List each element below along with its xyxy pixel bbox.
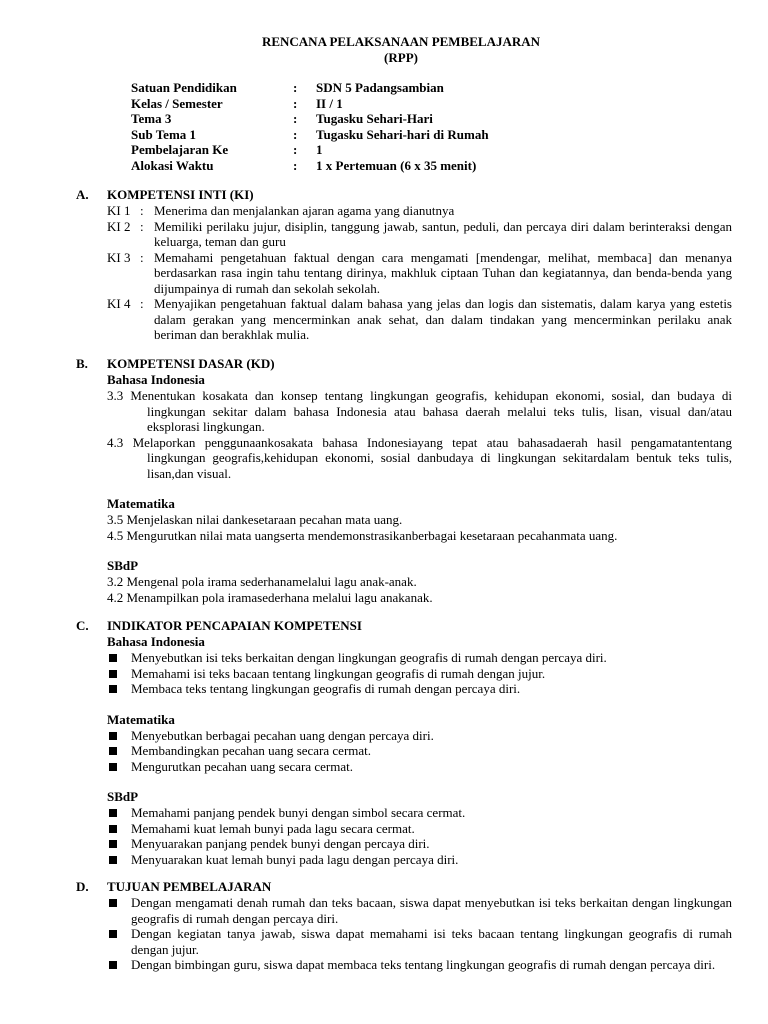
- square-bullet-icon: [107, 666, 131, 682]
- bullet-text: Dengan mengamati denah rumah dan teks bacaan, siswa dapat menyebutkan isi teks berkaitan dengan lingkungan geografis di rumah dengan percaya diri.: [131, 895, 732, 926]
- identity-value: 1: [316, 142, 323, 157]
- subject-heading-sbdp: SBdP: [107, 789, 139, 804]
- bullet-item: [107, 821, 732, 837]
- section-letter: D.: [76, 879, 89, 894]
- identity-colon: :: [293, 111, 298, 126]
- section-kompetensi-inti: [76, 187, 732, 343]
- identity-label: Alokasi Waktu: [131, 157, 214, 173]
- section-tujuan-pembelajaran: [76, 879, 732, 973]
- subject-heading-bahasa-indonesia: Bahasa Indonesia: [107, 372, 205, 387]
- bullet-item: [107, 728, 732, 744]
- title-line-1: RENCANA PELAKSANAAN PEMBELAJARAN: [261, 34, 541, 49]
- square-bullet-icon: [107, 852, 131, 868]
- subject-heading-bahasa-indonesia: Bahasa Indonesia: [107, 634, 205, 649]
- section-title: INDIKATOR PENCAPAIAN KOMPETENSI: [107, 618, 362, 633]
- section-indikator: [76, 618, 732, 867]
- ki-code: KI 2: [107, 218, 131, 234]
- ki-item: [107, 250, 732, 297]
- section-heading: [76, 187, 732, 203]
- bullet-item: [107, 805, 732, 821]
- identity-row-kelas-semester: [131, 96, 489, 112]
- bullet-item: [107, 957, 732, 973]
- ki-text: Menerima dan menjalankan ajaran agama yang dianutnya: [154, 203, 455, 218]
- identity-value: Tugasku Sehari-hari di Rumah: [316, 126, 489, 142]
- bullet-item: [107, 926, 732, 957]
- section-heading: [76, 879, 732, 895]
- identity-value: SDN 5 Padangsambian: [316, 80, 444, 95]
- subject-heading-sbdp: SBdP: [107, 558, 139, 573]
- identity-colon: :: [293, 157, 298, 173]
- kd-item: 3.5 Menjelaskan nilai dankesetaraan pecahan mata uang.: [107, 512, 403, 527]
- square-bullet-icon: [107, 926, 131, 957]
- bullet-text: Mengurutkan pecahan uang secara cermat.: [131, 758, 353, 774]
- bullet-item: [107, 681, 732, 697]
- tujuan-list: [107, 895, 732, 973]
- identity-table: [131, 80, 489, 173]
- square-bullet-icon: [107, 743, 131, 759]
- section-heading: [76, 356, 732, 372]
- ki-text: Menyajikan pengetahuan faktual dalam bahasa yang jelas dan logis dan sistematis, dalam karya yang estetis dalam gerakan yang mencerminkan anak sehat, dan dalam tindakan yang mencerminkan perilaku anak beriman dan berakhlak mulia.: [154, 296, 732, 342]
- identity-colon: :: [293, 142, 298, 157]
- identity-row-alokasi-waktu: [131, 158, 489, 174]
- square-bullet-icon: [107, 681, 131, 697]
- bullet-item: [107, 895, 732, 926]
- section-title: KOMPETENSI INTI (KI): [107, 187, 254, 202]
- identity-label: Kelas / Semester: [131, 95, 223, 111]
- section-letter: B.: [76, 356, 88, 371]
- spacer: [107, 543, 732, 558]
- section-title: TUJUAN PEMBELAJARAN: [107, 879, 272, 894]
- kd-list: [107, 372, 732, 605]
- identity-row-satuan-pendidikan: [131, 80, 489, 96]
- square-bullet-icon: [107, 895, 131, 926]
- identity-value: Tugasku Sehari-Hari: [316, 111, 433, 126]
- bullet-text: Menyuarakan kuat lemah bunyi pada lagu dengan percaya diri.: [131, 851, 459, 867]
- bullet-item: [107, 650, 732, 666]
- identity-colon: :: [293, 80, 298, 95]
- square-bullet-icon: [107, 821, 131, 837]
- identity-label: Sub Tema 1: [131, 126, 197, 142]
- ki-colon: :: [140, 218, 144, 234]
- bullet-text: Memahami panjang pendek bunyi dengan simbol secara cermat.: [131, 805, 466, 820]
- kd-item: 3.3 Menentukan kosakata dan konsep tentang lingkungan geografis, kehidupan ekonomi, sosial, dan budaya di lingkungan sekitar dalam bahasa Indonesia atau bahasa daerah melalui teks tulis, lisan, visual dan/atau eksplorasi lingkungan.: [107, 388, 732, 434]
- square-bullet-icon: [107, 728, 131, 744]
- indikator-list: [107, 634, 732, 867]
- kd-item: 3.2 Mengenal pola irama sederhanamelalui lagu anak-anak.: [107, 574, 417, 589]
- identity-row-tema: [131, 111, 489, 127]
- document-title: [0, 34, 768, 66]
- spacer: [107, 697, 732, 712]
- section-kompetensi-dasar: [76, 356, 732, 605]
- subject-heading-matematika: Matematika: [107, 711, 175, 727]
- spacer: [107, 481, 732, 496]
- square-bullet-icon: [107, 759, 131, 775]
- section-letter: A.: [76, 187, 89, 202]
- spacer: [107, 774, 732, 789]
- bullet-text: Dengan bimbingan guru, siswa dapat membaca teks tentang lingkungan geografis di rumah dengan percaya diri.: [131, 957, 716, 972]
- square-bullet-icon: [107, 805, 131, 821]
- ki-code: KI 4: [107, 296, 131, 311]
- bullet-text: Menyuarakan panjang pendek bunyi dengan percaya diri.: [131, 836, 430, 851]
- bullet-text: Menyebutkan isi teks berkaitan dengan lingkungan geografis di rumah dengan percaya diri.: [131, 650, 607, 665]
- kd-item: 4.2 Menampilkan pola iramasederhana melalui lagu anakanak.: [107, 589, 433, 605]
- title-line-2: (RPP): [384, 50, 418, 65]
- ki-colon: :: [140, 296, 144, 311]
- ki-list: [107, 203, 732, 343]
- identity-row-pembelajaran-ke: [131, 142, 489, 158]
- bullet-text: Memahami isi teks bacaan tentang lingkungan geografis di rumah dengan jujur.: [131, 665, 546, 681]
- identity-value: II / 1: [316, 95, 343, 111]
- ki-item: [107, 203, 732, 219]
- identity-colon: :: [293, 95, 298, 111]
- square-bullet-icon: [107, 836, 131, 852]
- bullet-item: [107, 666, 732, 682]
- section-letter: C.: [76, 618, 89, 633]
- ki-item: [107, 296, 732, 343]
- ki-code: KI 3: [107, 249, 131, 265]
- bullet-text: Membaca teks tentang lingkungan geografis di rumah dengan percaya diri.: [131, 681, 521, 696]
- identity-label: Tema 3: [131, 111, 172, 126]
- subject-heading-matematika: Matematika: [107, 496, 175, 511]
- identity-row-sub-tema: [131, 127, 489, 143]
- bullet-text: Dengan kegiatan tanya jawab, siswa dapat memahami isi teks bacaan tentang lingkungan geografis di rumah dengan jujur.: [131, 926, 732, 957]
- ki-text: Memiliki perilaku jujur, disiplin, tanggung jawab, santun, peduli, dan percaya diri dalam berinteraksi dengan keluarga, teman dan guru: [154, 218, 732, 249]
- bullet-item: [107, 759, 732, 775]
- identity-value: 1 x Pertemuan (6 x 35 menit): [316, 157, 477, 173]
- ki-item: [107, 219, 732, 250]
- identity-colon: :: [293, 126, 298, 142]
- ki-colon: :: [140, 249, 144, 265]
- bullet-item: [107, 852, 732, 868]
- ki-code: KI 1: [107, 203, 131, 218]
- bullet-text: Menyebutkan berbagai pecahan uang dengan percaya diri.: [131, 727, 434, 743]
- identity-label: Pembelajaran Ke: [131, 142, 229, 157]
- ki-colon: :: [140, 203, 144, 218]
- bullet-item: [107, 836, 732, 852]
- section-title: KOMPETENSI DASAR (KD): [107, 356, 275, 371]
- identity-label: Satuan Pendidikan: [131, 80, 237, 95]
- bullet-text: Memahami kuat lemah bunyi pada lagu secara cermat.: [131, 820, 415, 836]
- kd-item: 4.5 Mengurutkan nilai mata uangserta mendemonstrasikanberbagai kesetaraan pecahanmata uang.: [107, 527, 618, 543]
- kd-item: 4.3 Melaporkan penggunaankosakata bahasa Indonesiayang tepat atau bahasadaerah hasil pengamatantentang lingkungan geografis,kehidupan ekonomi, sosial danbudaya di lingkungan sekitardalam bentuk teks tulis, lisan,dan visual.: [107, 434, 732, 481]
- bullet-text: Membandingkan pecahan uang secara cermat.: [131, 743, 372, 758]
- square-bullet-icon: [107, 650, 131, 666]
- square-bullet-icon: [107, 957, 131, 973]
- bullet-item: [107, 743, 732, 759]
- section-heading: [76, 618, 732, 634]
- ki-text: Memahami pengetahuan faktual dengan cara mengamati [mendengar, melihat, membaca] dan menanya berdasarkan rasa ingin tahu tentang dirinya, makhluk ciptaan Tuhan dan kegiatannya, dan benda-benda yang dijumpainya di rumah dan sekolah sekolah.: [154, 249, 732, 296]
